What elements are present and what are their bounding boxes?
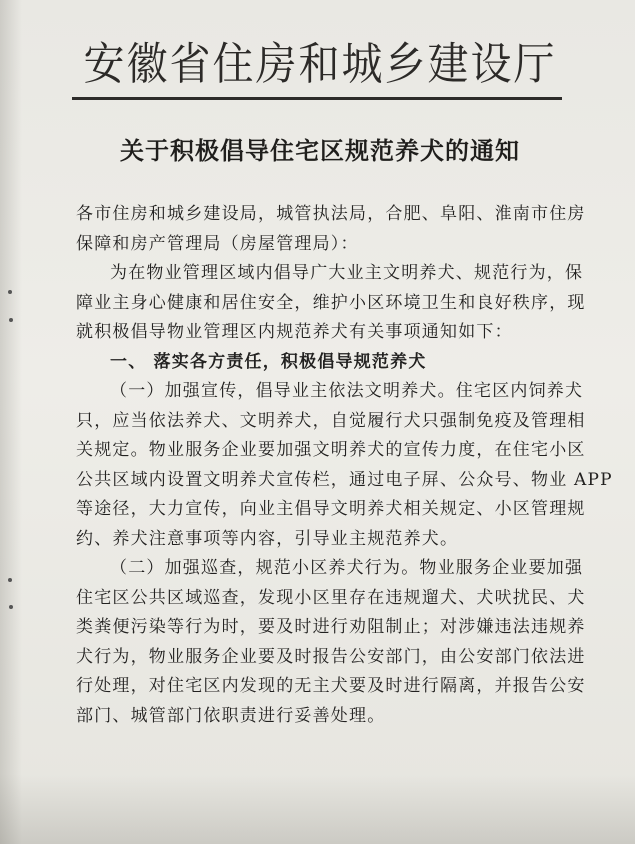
paragraph-line: 等途径，大力宣传，向业主倡导文明养犬相关规定、小区管理规 <box>76 499 586 519</box>
addressee-line: 各市住房和城乡建设局，城管执法局，合肥、阜阳、淮南市住房 <box>76 204 586 224</box>
paragraph-line: 只，应当依法养犬、文明养犬，自觉履行犬只强制免疫及管理相 <box>76 410 586 431</box>
paragraph-line: 部门、城管部门依职责进行妥善处理。 <box>76 705 386 726</box>
section-heading: 一、 落实各方责任，积极倡导规范养犬 <box>110 351 427 372</box>
letterhead: 安徽省住房和城乡建设厅 <box>83 38 557 90</box>
paragraph-line: 公共区域内设置文明养犬宣传栏，通过电子屏、公众号、物业 APP <box>76 469 613 490</box>
letterhead-rule <box>72 97 562 100</box>
paragraph-line: 行处理，对住宅区内发现的无主犬要及时进行隔离，并报告公安 <box>76 676 586 696</box>
paragraph-line: 犬行为，物业服务企业要及时报告公安部门，由公安部门依法进 <box>76 646 586 667</box>
binding-mark <box>8 290 12 294</box>
paragraph-line: 关规定。物业服务企业要加强文明养犬的宣传力度，在住宅小区 <box>76 440 586 460</box>
scan-shadow-left <box>0 0 22 844</box>
document-body <box>76 200 613 731</box>
binding-mark <box>8 578 12 582</box>
addressee-line: 保障和房产管理局（房屋管理局）： <box>76 233 359 254</box>
paragraph-line: 约、养犬注意事项等内容，引导业主规范养犬。 <box>76 528 459 549</box>
paragraph-line: 住宅区公共区域巡查，发现小区里存在违规遛犬、犬吠扰民、犬 <box>76 587 586 608</box>
document-title: 关于积极倡导住宅区规范养犬的通知 <box>120 137 520 165</box>
scan-shadow-bottom <box>0 774 635 844</box>
paragraph-line: （一）加强宣传，倡导业主依法文明养犬。住宅区内饲养犬 <box>110 381 584 401</box>
intro-line: 为在物业管理区域内倡导广大业主文明养犬、规范行为，保 <box>110 263 584 283</box>
binding-mark <box>9 318 13 322</box>
binding-mark <box>9 605 13 609</box>
paragraph-line: 类粪便污染等行为时，要及时进行劝阻制止；对涉嫌违法违规养 <box>76 617 586 637</box>
paragraph-line: （二）加强巡查，规范小区养犬行为。物业服务企业要加强 <box>110 558 584 578</box>
intro-line: 障业主身心健康和居住安全，维护小区环境卫生和良好秩序，现 <box>76 292 586 313</box>
intro-line: 就积极倡导物业管理区内规范养犬有关事项通知如下： <box>76 322 513 342</box>
